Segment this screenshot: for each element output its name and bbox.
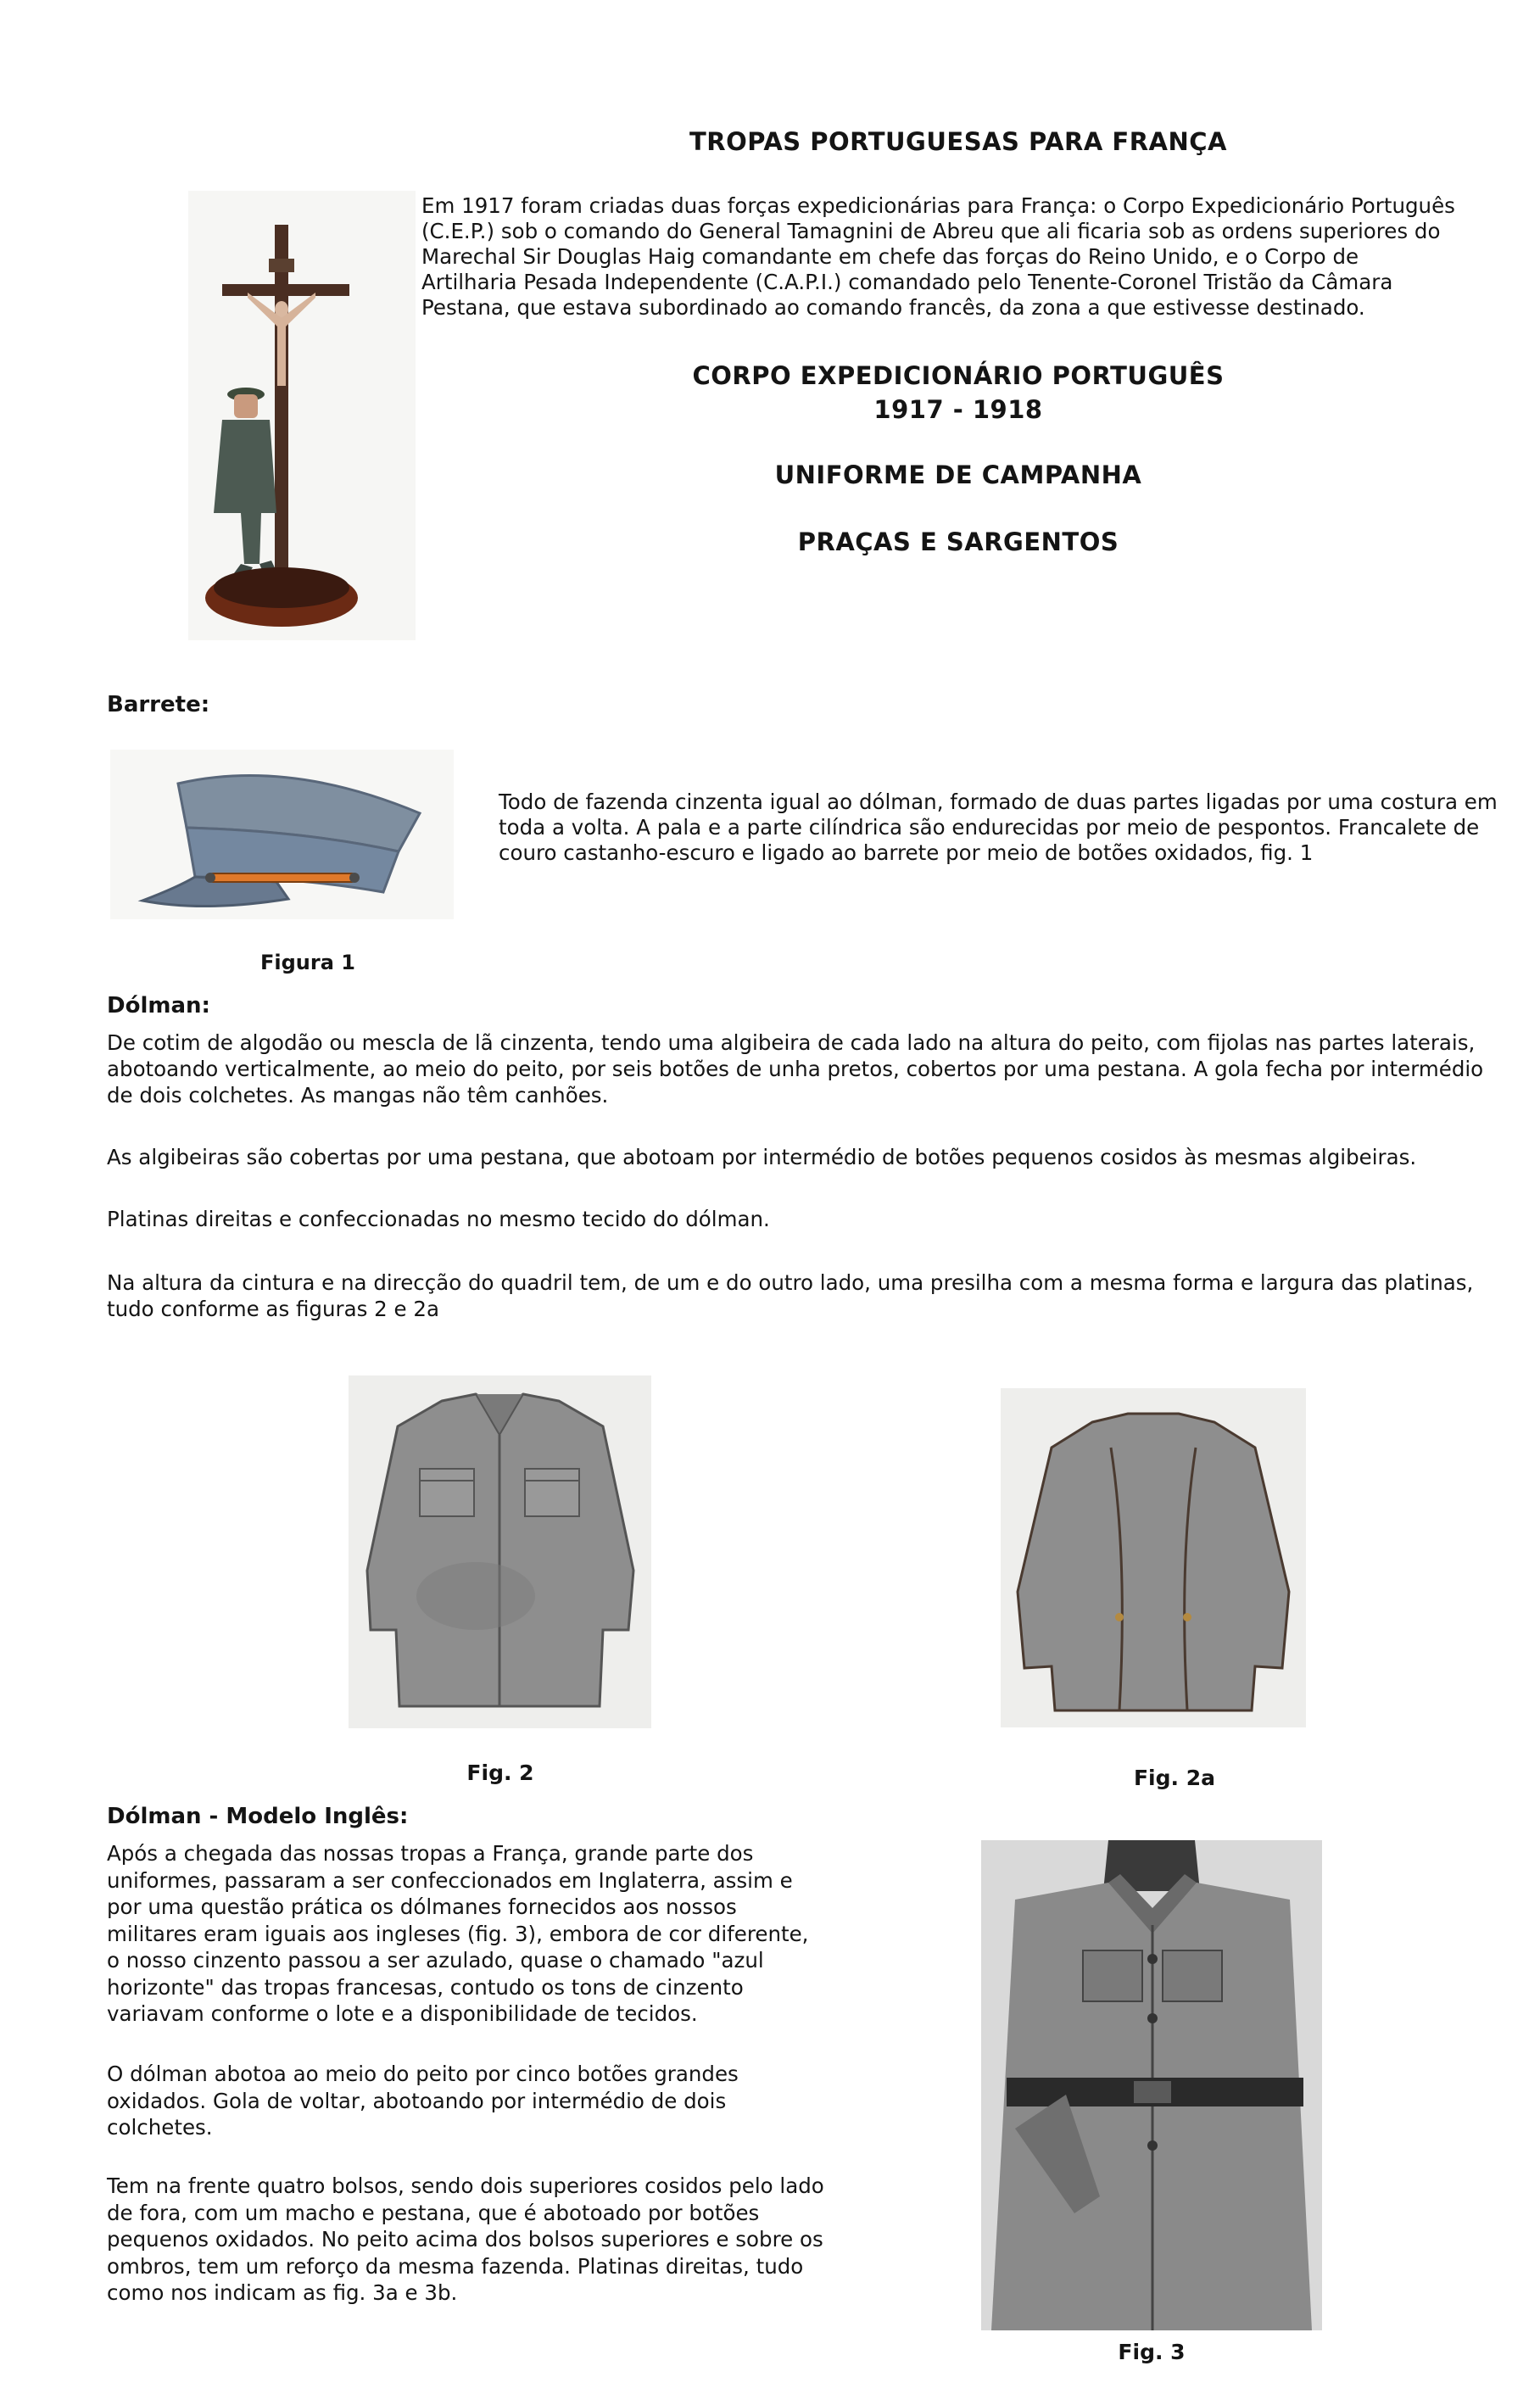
barrete-cap-illustration: [110, 750, 454, 919]
page-title: TROPAS PORTUGUESAS PARA FRANÇA: [689, 127, 1227, 156]
ingles-paragraph-3: Tem na frente quatro bolsos, sendo dois superiores cosidos pelo lado de fora, com um macho e pestana, que é abotoado por botões pequenos oxidados. No peito acima dos bolsos superiores e sobre os ombros, tem um reforço da mesma fazenda. Platinas direitas, tudo como nos indicam as fig. 3a e 3b.: [107, 2173, 824, 2305]
figure-3-caption: Fig. 3: [1118, 2340, 1186, 2364]
ingles-label: Dólman - Modelo Inglês:: [107, 1804, 409, 1829]
ingles-paragraph-2: O dólman abotoa ao meio do peito por cinco botões grandes oxidados. Gola de voltar, abotoando por intermédio de dois colchetes.: [107, 2062, 739, 2140]
soldier-crucifix-figurine: [188, 191, 416, 640]
dolman-label: Dólman:: [107, 993, 210, 1018]
section-years: 1917 - 1918: [873, 395, 1043, 424]
ingles-paragraph-1: Após a chegada das nossas tropas a França, grande parte dos uniformes, passaram a ser confeccionados em Inglaterra, assim e por uma questão prática os dólmanes fornecidos aos nossos militares eram iguais aos ingleses (fig. 3), embora de cor diferente, o nosso cinzento passou a ser azulado, quase o chamado "azul horizonte" das tropas francesas, contudo os tons de cinzento variavam conforme o lote e a disponibilidade de tecidos.: [107, 1841, 809, 2026]
dolman-paragraph-4: Na altura da cintura e na direcção do quadril tem, de um e do outro lado, uma presilha com a mesma forma e largura das platinas, tudo conforme as figuras 2 e 2a: [107, 1270, 1474, 1321]
figure-2a-caption: Fig. 2a: [1133, 1766, 1215, 1790]
soldier-photograph: [981, 1840, 1322, 2330]
figure-1-caption: Figura 1: [260, 951, 355, 974]
barrete-description: Todo de fazenda cinzenta igual ao dólman, formado de duas partes ligadas por uma costura em toda a volta. A pala e a parte cilíndrica são endurecidas por meio de pespontos. Francalete de couro castanho-escuro e ligado ao barrete por meio de botões oxidados, fig. 1: [499, 790, 1498, 865]
figure-2-caption: Fig. 2: [466, 1761, 534, 1785]
section-subtitle: UNIFORME DE CAMPANHA: [774, 460, 1142, 489]
intro-paragraph: Em 1917 foram criadas duas forças expedicionárias para França: o Corpo Expedicionário Português (C.E.P.) sob o comando do General Tamagnini de Abreu que ali ficaria sob as ordens superiores do Marechal Sir Douglas Haig comandante em chefe das forças do Reino Unido, e o Corpo de Artilharia Pesada Independente (C.A.P.I.) comandado pelo Tenente-Coronel Tristão da Câmara Pestana, que estava subordinado ao comando francês, da zona a que estivesse destinado.: [421, 193, 1455, 320]
barrete-label: Barrete:: [107, 692, 210, 717]
dolman-paragraph-1: De cotim de algodão ou mescla de lã cinzenta, tendo uma algibeira de cada lado na altura do peito, com fijolas nas partes laterais, abotoando verticalmente, ao meio do peito, por seis botões de unha pretos, cobertos por uma pestana. A gola fecha por intermédio de dois colchetes. As mangas não têm canhões.: [107, 1030, 1484, 1108]
jacket-front-illustration: [349, 1375, 651, 1728]
section-rank: PRAÇAS E SARGENTOS: [797, 527, 1119, 556]
dolman-paragraph-3: Platinas direitas e confeccionadas no mesmo tecido do dólman.: [107, 1207, 770, 1231]
dolman-paragraph-2: As algibeiras são cobertas por uma pestana, que abotoam por intermédio de botões pequenos cosidos às mesmas algibeiras.: [107, 1145, 1417, 1169]
section-heading: CORPO EXPEDICIONÁRIO PORTUGUÊS: [692, 361, 1225, 390]
jacket-back-illustration: [1001, 1388, 1306, 1727]
